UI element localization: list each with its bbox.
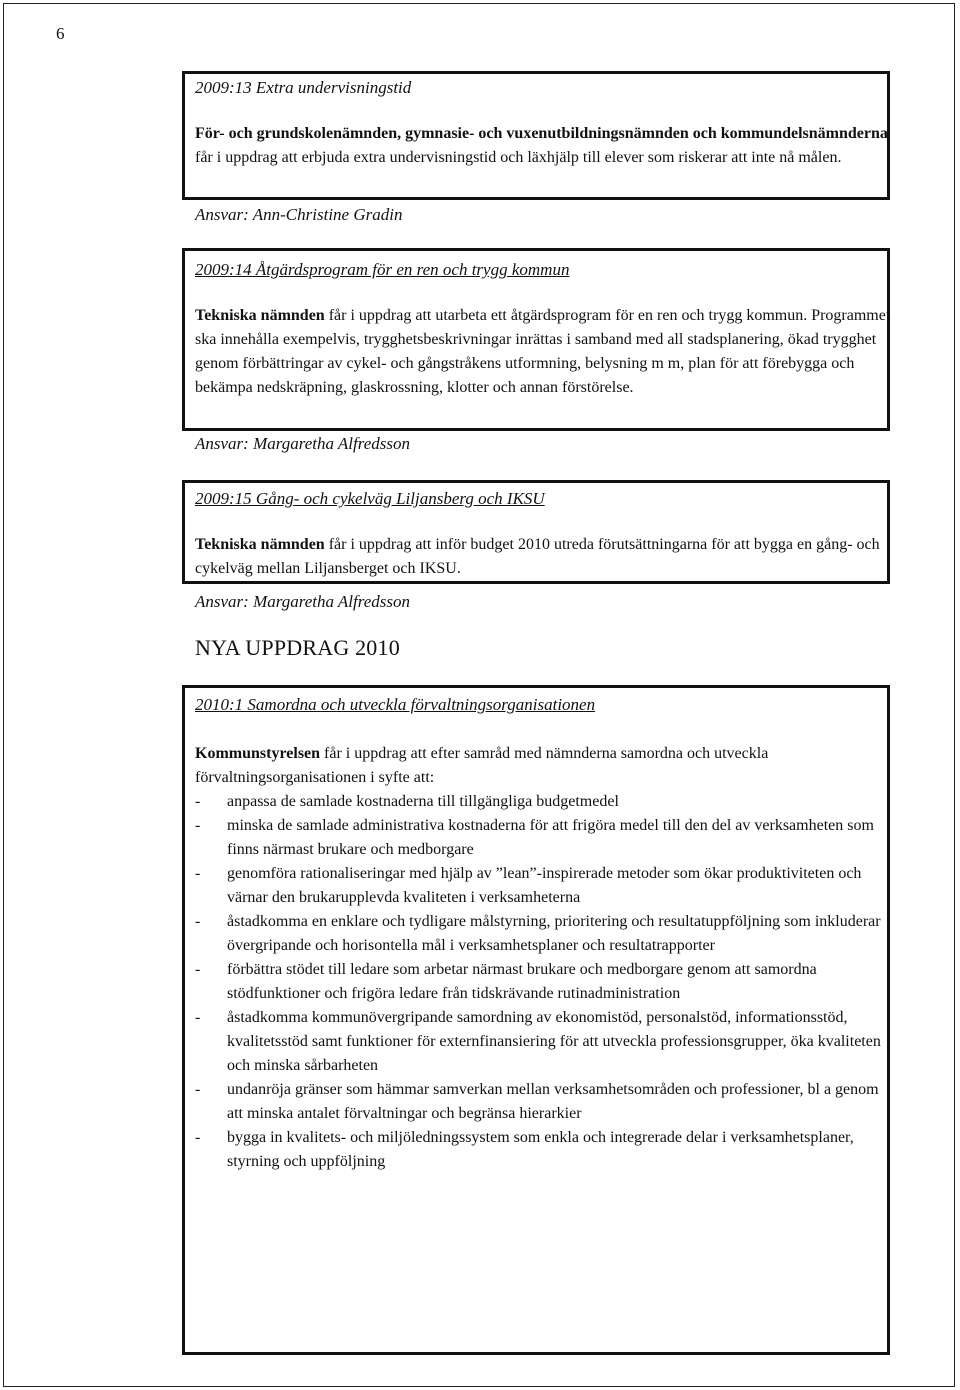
list-item-text: åstadkomma kommunövergripande samordning av ekonomistöd, personalstöd, informationsstöd, kvalitetsstöd samt funktioner för externfinansiering för att utveckla professionsgrupper, öka kvaliteten och minska sårbarheten xyxy=(227,1009,881,1074)
bullet-dash: - xyxy=(195,913,201,930)
bullet-list xyxy=(195,790,895,1174)
list-item-text: förbättra stödet till ledare som arbetar närmast brukare och medborgare genom att samordna stödfunktioner och frigöra ledare från tidskrävande rutinadministration xyxy=(227,961,817,1002)
list-item xyxy=(195,814,895,862)
item-text xyxy=(195,122,895,170)
item-title: 2009:14 Åtgärdsprogram för en ren och trygg kommun xyxy=(195,260,570,279)
item-title: 2009:15 Gång- och cykelväg Liljansberg och IKSU xyxy=(195,489,545,508)
page-number: 6 xyxy=(56,24,65,43)
bullet-dash: - xyxy=(195,1009,201,1026)
bullet-dash: - xyxy=(195,1129,201,1146)
item-title: 2010:1 Samordna och utveckla förvaltningsorganisationen xyxy=(195,695,596,714)
list-item xyxy=(195,862,895,910)
list-item-text: bygga in kvalitets- och miljöledningssystem som enkla och integrerade delar i verksamhetsplaner, styrning och uppföljning xyxy=(227,1129,854,1170)
item-body: får i uppdrag att erbjuda extra undervisningstid och läxhjälp till elever som riskerar att inte nå målen. xyxy=(195,149,842,166)
bullet-dash: - xyxy=(195,961,201,978)
list-item xyxy=(195,1006,895,1078)
bullet-dash: - xyxy=(195,817,201,834)
item-text xyxy=(195,304,895,400)
item-actor: För- och grundskolenämnden, gymnasie- och vuxenutbildningsnämnden och kommundelsnämnderna xyxy=(195,125,888,142)
list-item-text: minska de samlade administrativa kostnaderna för att frigöra medel till den del av verksamheten som finns närmast brukare och medborgare xyxy=(227,817,874,858)
item-2009-13 xyxy=(195,76,895,170)
item-body: får i uppdrag att inför budget 2010 utreda förutsättningarna för att bygga en gång- och cykelväg mellan Liljansberget och IKSU. xyxy=(195,536,880,577)
item-actor: Tekniska nämnden xyxy=(195,307,325,324)
list-item xyxy=(195,1078,895,1126)
bullet-dash: - xyxy=(195,793,201,810)
item-actor: Tekniska nämnden xyxy=(195,536,325,553)
responsible-2009-13: Ansvar: Ann-Christine Gradin xyxy=(195,205,403,224)
bullet-dash: - xyxy=(195,1081,201,1098)
list-item xyxy=(195,958,895,1006)
bullet-dash: - xyxy=(195,865,201,882)
list-item-text: åstadkomma en enklare och tydligare målstyrning, prioritering och resultatuppföljning som inkluderar övergripande och horisontella mål i verksamhetsplaner och resultatrapporter xyxy=(227,913,881,954)
item-2009-14 xyxy=(195,258,895,400)
list-item-text: genomföra rationaliseringar med hjälp av ”lean”-inspirerade metoder som ökar produktiviteten och värnar den brukarupplevda kvaliteten i verksamheterna xyxy=(227,865,862,906)
item-2009-15 xyxy=(195,487,895,581)
section-heading: NYA UPPDRAG 2010 xyxy=(195,635,400,660)
item-body: får i uppdrag att utarbeta ett åtgärdsprogram för en ren och trygg kommun. Programmet ska innehålla exempelvis, trygghetsbeskrivningar inrättas i samband med all stadsplanering, ökad trygghet genom förbättringar av cykel- och gångstråkens utformning, belysning m m, plan för att förebygga och bekämpa nedskräpning, glaskrossning, klotter och annan förstörelse. xyxy=(195,307,891,396)
list-item-text: anpassa de samlade kostnaderna till tillgängliga budgetmedel xyxy=(227,793,619,810)
item-text xyxy=(195,533,895,581)
responsible-2009-14: Ansvar: Margaretha Alfredsson xyxy=(195,434,411,453)
item-body: får i uppdrag att efter samråd med nämnderna samordna och utveckla förvaltningsorganisationen i syfte att: xyxy=(195,745,769,786)
item-2010-1 xyxy=(195,693,895,1174)
list-item-text: undanröja gränser som hämmar samverkan mellan verksamhetsområden och professioner, bl a genom att minska antalet förvaltningar och begränsa hierarkier xyxy=(227,1081,879,1122)
item-actor: Kommunstyrelsen xyxy=(195,745,321,762)
list-item xyxy=(195,910,895,958)
item-text xyxy=(195,742,895,790)
responsible-2009-15: Ansvar: Margaretha Alfredsson xyxy=(195,592,411,611)
item-title: 2009:13 Extra undervisningstid xyxy=(195,78,412,97)
list-item xyxy=(195,1126,895,1174)
list-item xyxy=(195,790,895,814)
